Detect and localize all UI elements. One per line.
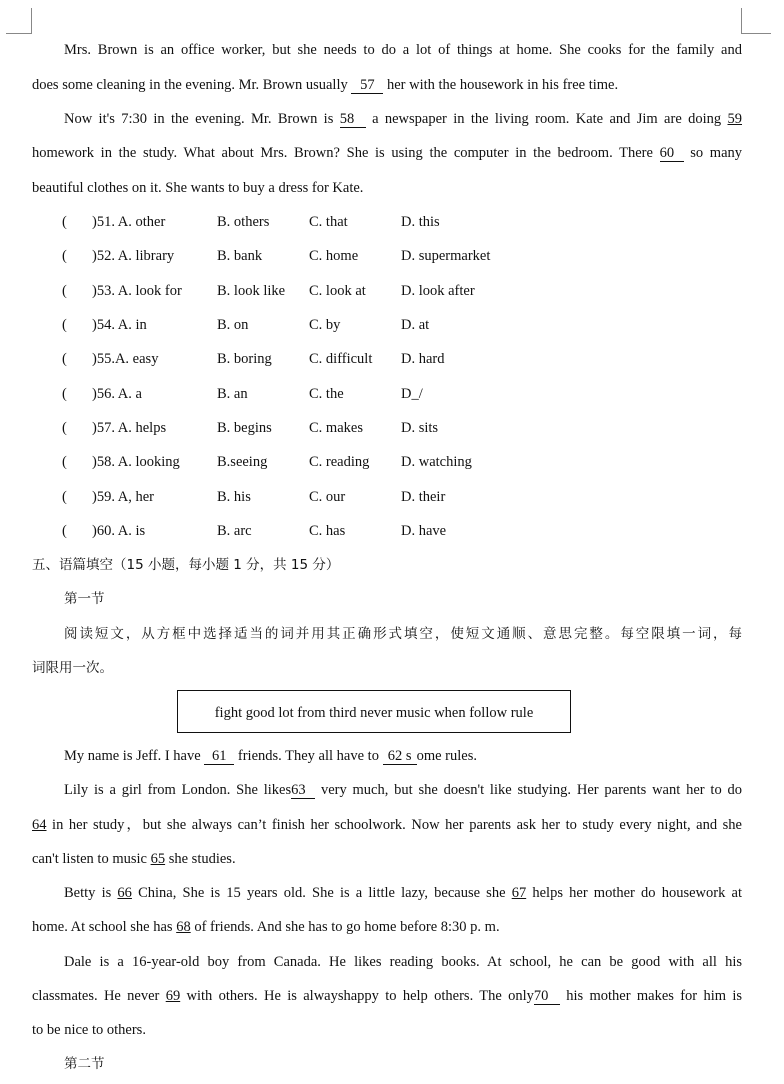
- text: a newspaper in the living room. Kate and Jim are doing: [365, 111, 728, 127]
- blank-63: 63: [291, 782, 315, 799]
- option-c: C. by: [309, 317, 341, 333]
- text: can't listen to music: [32, 851, 151, 867]
- word-bank-text: fight good lot from third never music when follow rule: [214, 705, 534, 721]
- blank-66: 66: [117, 885, 132, 901]
- text: Lily is a girl from London. She likes: [64, 782, 292, 798]
- option-a: )60. A. is: [92, 523, 146, 539]
- answer-paren: (: [62, 351, 67, 367]
- text: China, She is 15 years old. She is a little lazy, because she: [131, 885, 512, 901]
- option-b: B. arc: [217, 523, 252, 539]
- passage1-line2: [32, 75, 742, 95]
- text: home. At school she has: [32, 919, 177, 935]
- text: with others. He is alwayshappy to help others. The only: [180, 988, 534, 1004]
- passage2-line6: [32, 917, 742, 937]
- passage2-line2: [32, 780, 742, 800]
- option-d: D. sits: [401, 420, 439, 436]
- option-c: C. our: [309, 489, 346, 505]
- text: in her study，but she always can’t finish her schoolwork. Now her parents ask her to study every night, and she: [46, 817, 742, 833]
- option-c: C. reading: [309, 454, 370, 470]
- option-d: D. watching: [401, 454, 472, 470]
- passage2-line1: [32, 746, 742, 766]
- word-bank-box: [177, 690, 571, 733]
- text: her with the housework in his free time.: [383, 77, 619, 93]
- answer-paren: (: [62, 523, 67, 539]
- option-d: D. their: [401, 489, 446, 505]
- passage1-line4: [32, 143, 742, 163]
- text: Betty is: [64, 885, 118, 901]
- blank-60: 60: [660, 145, 684, 162]
- option-b: B. bank: [217, 248, 263, 264]
- option-b: B.seeing: [217, 454, 268, 470]
- blank-62: 62 s: [383, 748, 417, 765]
- instruction-line2: 词限用一次。: [32, 660, 113, 676]
- section-heading: 五、语篇填空（15 小题，每小题 1 分，共 15 分）: [32, 557, 340, 573]
- text: homework in the study. What about Mrs. Brown? She is using the computer in the bedroom. There: [32, 145, 660, 161]
- option-a: )55.A. easy: [92, 351, 159, 367]
- answer-paren: (: [62, 283, 67, 299]
- option-a: )52. A. library: [92, 248, 175, 264]
- option-c: C. difficult: [309, 351, 373, 367]
- option-a: )51. A. other: [92, 214, 166, 230]
- text: his mother makes for him is: [559, 988, 743, 1004]
- text: friends. They all have to: [234, 748, 383, 764]
- blank-58: 58: [340, 111, 366, 128]
- blank-70: 70: [534, 988, 560, 1005]
- option-a: )57. A. helps: [92, 420, 167, 436]
- option-a: )59. A, her: [92, 489, 155, 505]
- crop-mark-top-left: [6, 33, 32, 34]
- blank-65: 65: [150, 851, 166, 867]
- blank-69: 69: [165, 988, 181, 1004]
- text: classmates. He never: [32, 988, 166, 1004]
- answer-paren: (: [62, 386, 67, 402]
- option-c: C. look at: [309, 283, 366, 299]
- blank-59: 59: [727, 111, 742, 127]
- option-b: B. his: [217, 489, 251, 505]
- option-a: )54. A. in: [92, 317, 147, 333]
- blank-57: 57: [351, 77, 383, 94]
- blank-64: 64: [32, 817, 47, 833]
- option-a: )56. A. a: [92, 386, 142, 402]
- text: of friends. And she has to go home before 8:30 p. m.: [190, 919, 500, 935]
- answer-paren: (: [62, 489, 67, 505]
- option-b: B. an: [217, 386, 248, 402]
- part-two-title: 第二节: [64, 1056, 105, 1072]
- answer-paren: (: [62, 214, 67, 230]
- crop-mark-top-right: [741, 33, 771, 34]
- answer-paren: (: [62, 317, 67, 333]
- text: so many: [683, 145, 743, 161]
- passage2-line3: [32, 815, 742, 835]
- passage2-line9: to be nice to others.: [32, 1022, 146, 1038]
- text: very much, but she doesn't like studying. Her parents want her to do: [315, 782, 742, 798]
- answer-paren: (: [62, 248, 67, 264]
- option-b: B. boring: [217, 351, 272, 367]
- passage2-line8: [32, 986, 742, 1006]
- option-b: B. on: [217, 317, 249, 333]
- text: helps her mother do housework at: [526, 885, 742, 901]
- option-a: )53. A. look for: [92, 283, 182, 299]
- text: ome rules.: [416, 748, 477, 764]
- option-d: D. have: [401, 523, 447, 539]
- blank-67: 67: [511, 885, 527, 901]
- option-d: D. look after: [401, 283, 475, 299]
- crop-mark-top-right: [741, 8, 742, 34]
- crop-mark-top-left: [31, 8, 32, 34]
- passage2-line5: [32, 883, 742, 903]
- passage1-line3: [32, 109, 742, 129]
- option-d: D. this: [401, 214, 440, 230]
- option-d: D. supermarket: [401, 248, 491, 264]
- option-a: )58. A. looking: [92, 454, 180, 470]
- instruction-line1: 阅读短文，从方框中选择适当的词并用其正确形式填空，使短文通顺、意思完整。每空限填一词，每: [64, 626, 742, 642]
- text: Now it's 7:30 in the evening. Mr. Brown is: [64, 111, 340, 127]
- option-b: B. begins: [217, 420, 272, 436]
- passage2-line4: [32, 849, 742, 869]
- option-b: B. others: [217, 214, 270, 230]
- text: does some cleaning in the evening. Mr. Brown usually: [32, 77, 352, 93]
- passage2-line7: Dale is a 16-year-old boy from Canada. He likes reading books. At school, he can be good with all his: [64, 954, 742, 970]
- option-d: D. at: [401, 317, 430, 333]
- option-c: C. home: [309, 248, 359, 264]
- answer-paren: (: [62, 420, 67, 436]
- blank-68: 68: [176, 919, 191, 935]
- option-c: C. that: [309, 214, 348, 230]
- text: she studies.: [165, 851, 236, 867]
- answer-paren: (: [62, 454, 67, 470]
- blank-61: 61: [204, 748, 234, 765]
- part-one-title: 第一节: [64, 591, 105, 607]
- option-d: D. hard: [401, 351, 445, 367]
- option-c: C. the: [309, 386, 344, 402]
- passage1-line5: beautiful clothes on it. She wants to buy a dress for Kate.: [32, 180, 364, 196]
- passage1-line1: Mrs. Brown is an office worker, but she needs to do a lot of things at home. She cooks for the family and: [64, 42, 742, 58]
- option-b: B. look like: [217, 283, 286, 299]
- text: My name is Jeff. I have: [64, 748, 205, 764]
- option-c: C. makes: [309, 420, 363, 436]
- option-d: D_/: [401, 386, 423, 402]
- option-c: C. has: [309, 523, 346, 539]
